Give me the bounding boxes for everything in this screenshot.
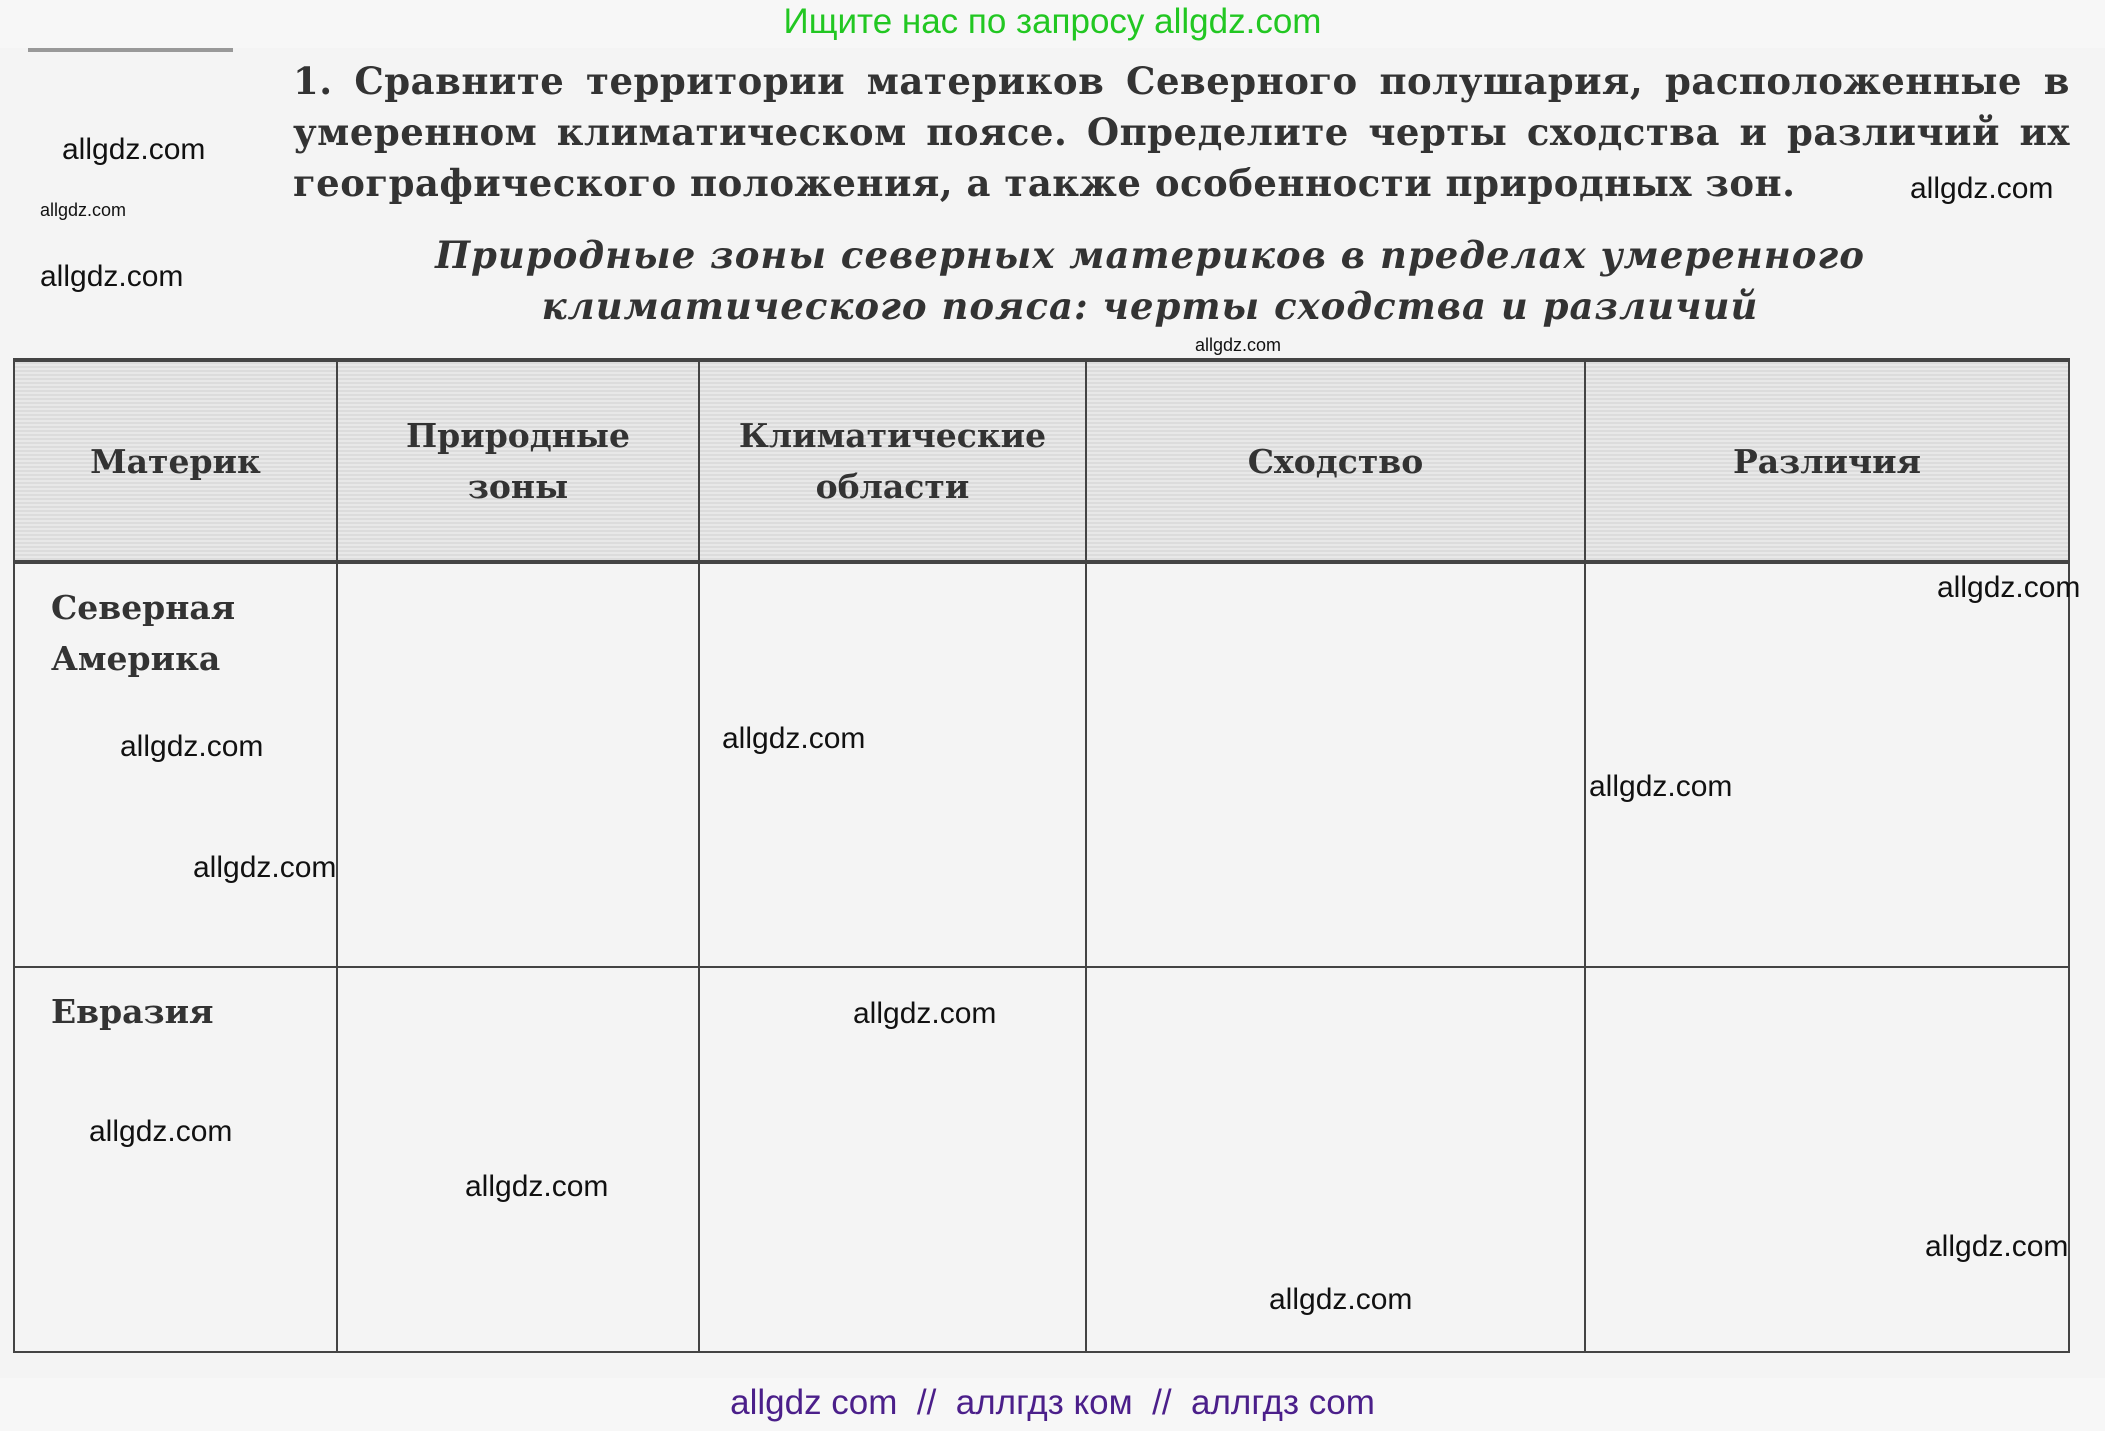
continent-cell: Евразия: [14, 967, 337, 1352]
answer-cell[interactable]: [1086, 562, 1585, 967]
answer-cell[interactable]: [699, 562, 1086, 967]
task-text: 1. Сравните территории материков Северного полушария, расположенные в умеренном климатическом поясе. Определите черты сходства и различий их географического положения, а также особенности природных зон.: [293, 59, 2070, 205]
footer-watermark: allgdz com // аллгдз ком // аллгдз com: [730, 1383, 1375, 1422]
watermark: allgdz.com: [465, 1170, 609, 1203]
header-continent: Материк: [14, 360, 337, 562]
watermark: allgdz.com: [1937, 571, 2081, 604]
caption-line-1: Природные зоны северных материков в пределах умеренного: [435, 233, 1865, 277]
caption-line-2: климатического пояса: черты сходства и различий: [541, 284, 1759, 328]
watermark: allgdz.com: [193, 851, 337, 884]
header-natural-zones: Природные зоны: [337, 360, 699, 562]
watermark: allgdz.com: [1269, 1283, 1413, 1316]
watermark: allgdz.com: [1910, 172, 2054, 205]
watermark: allgdz.com: [120, 730, 264, 763]
header-similarity: Сходство: [1086, 360, 1585, 562]
table-row: [14, 562, 2069, 967]
page-divider: [28, 48, 233, 52]
header-differences: Различия: [1585, 360, 2069, 562]
answer-cell[interactable]: [337, 967, 699, 1352]
search-hint-link[interactable]: Ищите нас по запросу allgdz.com: [783, 2, 1322, 41]
answer-cell[interactable]: [337, 562, 699, 967]
header-climate-regions: Климатические области: [699, 360, 1086, 562]
watermark: allgdz.com: [62, 133, 206, 166]
watermark: allgdz.com: [40, 260, 184, 293]
watermark: allgdz.com: [853, 997, 997, 1030]
table-row: [14, 967, 2069, 1352]
table-caption: [300, 230, 2000, 332]
watermark: allgdz.com: [1195, 335, 1282, 355]
watermark: allgdz.com: [1589, 770, 1733, 803]
answer-cell[interactable]: [1585, 967, 2069, 1352]
answer-cell[interactable]: [1585, 562, 2069, 967]
watermark: allgdz.com: [722, 722, 866, 755]
watermark: allgdz.com: [40, 200, 127, 220]
continent-cell: Северная Америка: [14, 562, 337, 967]
watermark: allgdz.com: [89, 1115, 233, 1148]
watermark: allgdz.com: [1925, 1230, 2069, 1263]
